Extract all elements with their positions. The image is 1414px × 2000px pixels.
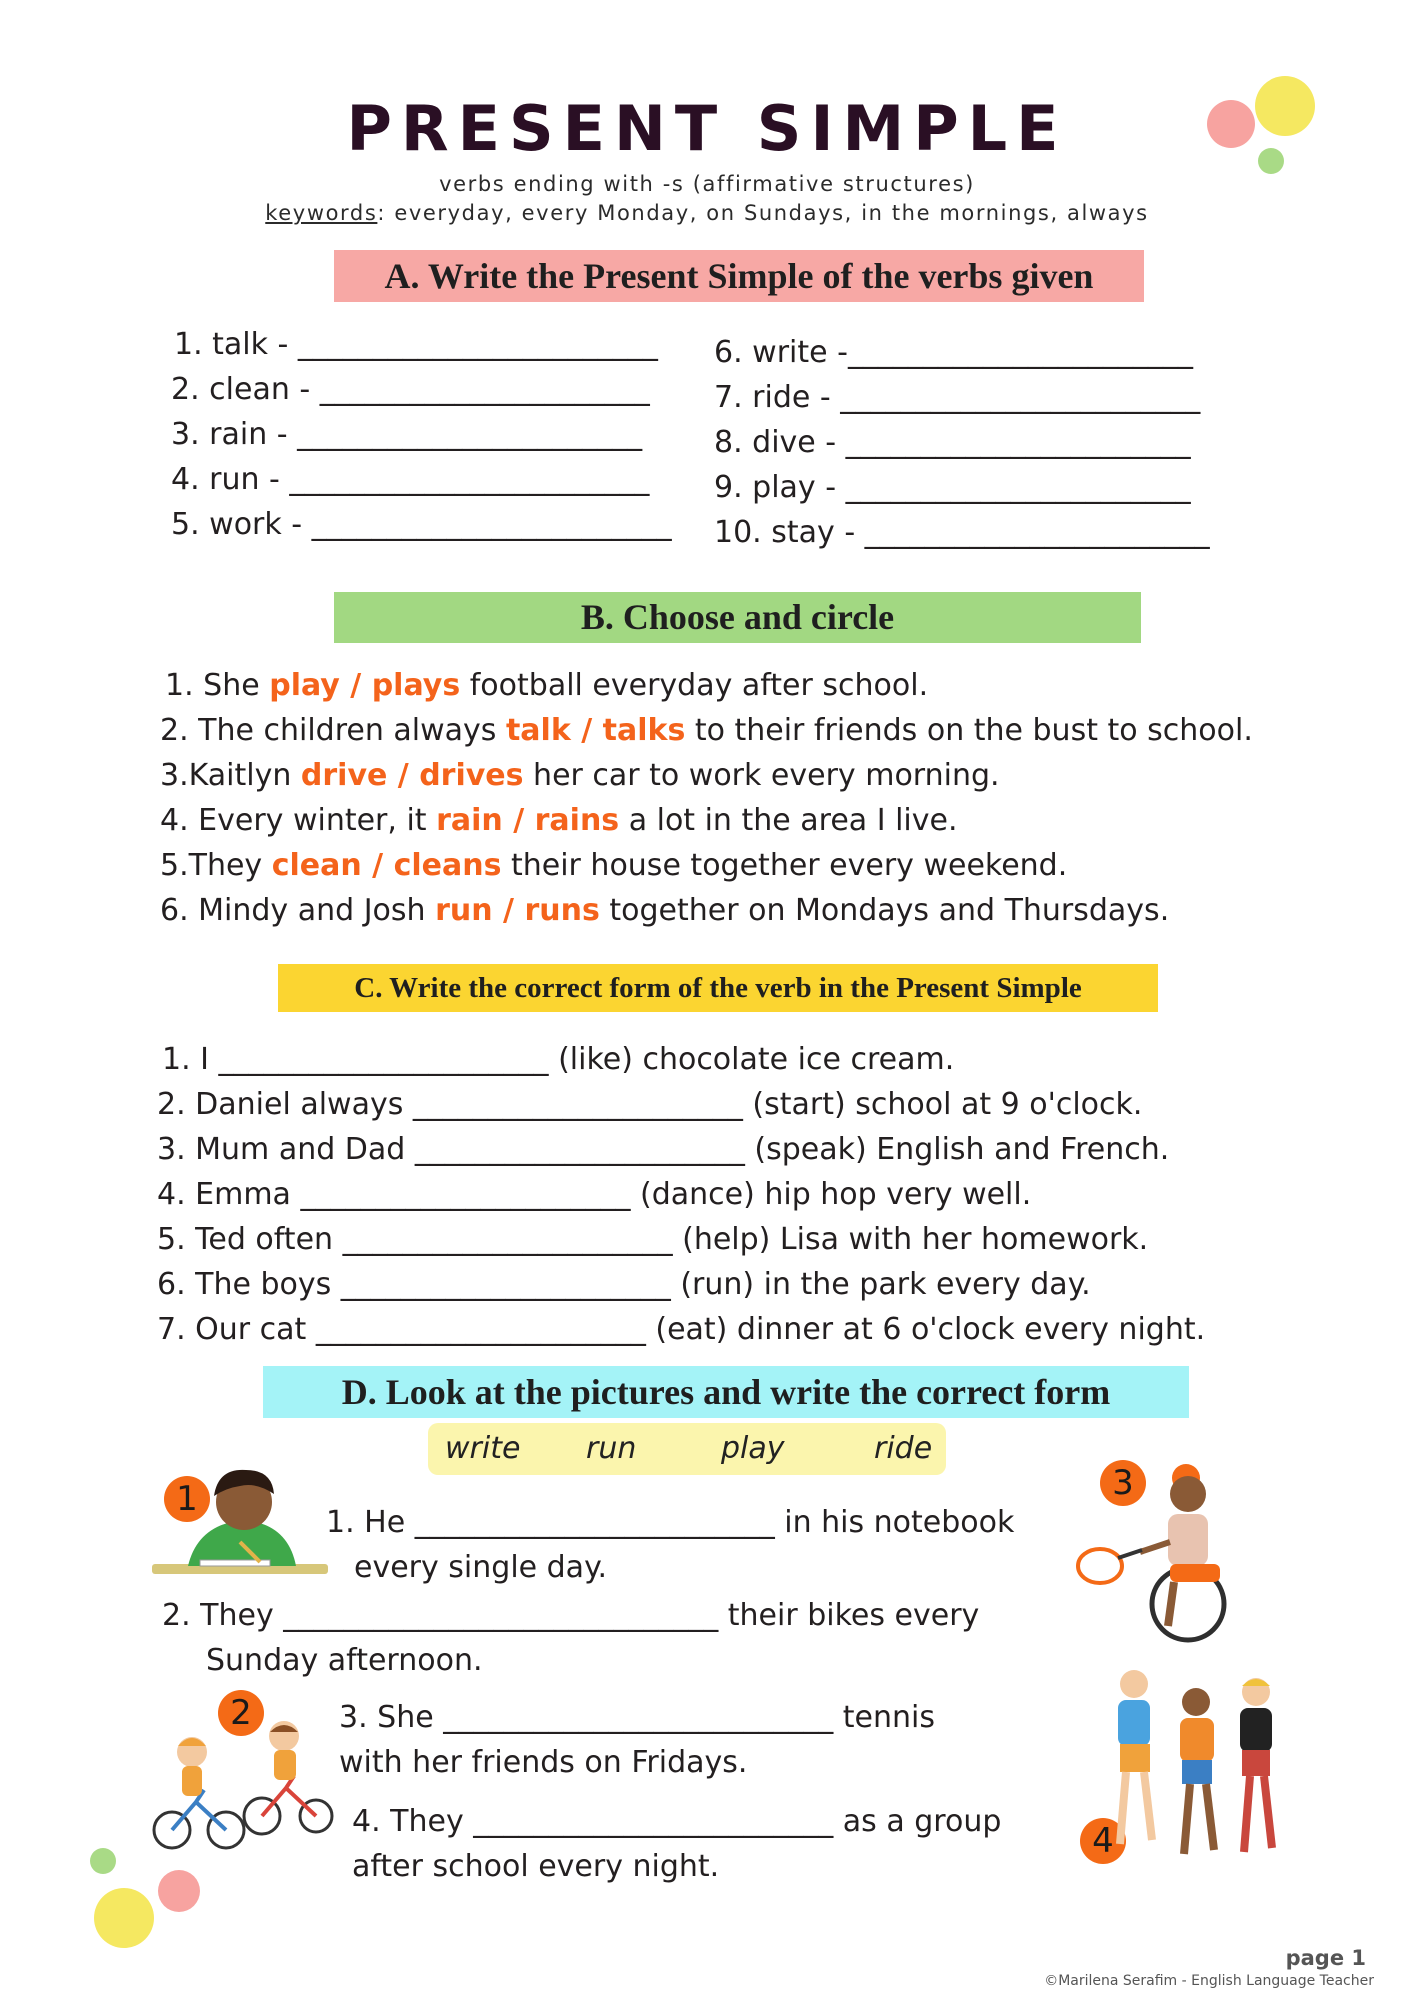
word-bank-word: write [445, 1431, 521, 1466]
boy-writing-illustration [148, 1462, 334, 1580]
section-a-item: 6. write -_______________________ [714, 335, 1193, 370]
keywords-line [0, 201, 1414, 225]
picture-badge-4: 4 [1080, 1818, 1126, 1864]
decor-dot-green-bottom [90, 1848, 116, 1874]
section-c-item: 2. Daniel always ______________________ (start) school at 9 o'clock. [157, 1087, 1143, 1122]
section-b-heading: B. Choose and circle [334, 592, 1141, 643]
picture-badge-3: 3 [1100, 1460, 1146, 1506]
section-c-item: 6. The boys ______________________ (run) in the park every day. [157, 1267, 1091, 1302]
section-a-item: 4. run - ________________________ [171, 462, 650, 497]
runners-illustration [1100, 1664, 1290, 1860]
decor-dot-pink-bottom [158, 1870, 200, 1912]
section-d-item-1-line1: 1. He ________________________ in his notebook [326, 1505, 1015, 1540]
keywords-label: keywords [265, 201, 378, 225]
verb-options[interactable]: clean / cleans [271, 848, 502, 883]
section-d-item-2-line1: 2. They _____________________________ their bikes every [162, 1598, 980, 1633]
word-bank-word: play [721, 1431, 785, 1466]
kids-riding-bikes-illustration [134, 1706, 334, 1850]
page-number: page 1 [1285, 1946, 1366, 1970]
section-a-heading: A. Write the Present Simple of the verbs given [334, 250, 1144, 302]
subtitle: verbs ending with -s (affirmative structures) [439, 172, 975, 196]
section-b-item: 5.They clean / cleans their house together every weekend. [160, 848, 1068, 883]
word-bank-word: run [586, 1431, 637, 1466]
section-a-item: 2. clean - ______________________ [171, 372, 650, 407]
section-a-item: 8. dive - _______________________ [714, 425, 1191, 460]
section-c-item: 4. Emma ______________________ (dance) hip hop very well. [157, 1177, 1032, 1212]
section-a-item: 7. ride - ________________________ [714, 380, 1201, 415]
section-a-item: 10. stay - _______________________ [714, 515, 1210, 550]
section-c-item: 7. Our cat ______________________ (eat) dinner at 6 o'clock every night. [157, 1312, 1206, 1347]
verb-options[interactable]: drive / drives [300, 758, 524, 793]
section-c-item: 5. Ted often ______________________ (help) Lisa with her homework. [157, 1222, 1149, 1257]
tennis-player-illustration [1050, 1458, 1280, 1644]
section-a-item: 3. rain - _______________________ [171, 417, 643, 452]
verb-options[interactable]: run / runs [435, 893, 600, 928]
copyright: ©Marilena Serafim - English Language Teacher [1044, 1973, 1374, 1989]
section-d-item-1-line2: every single day. [354, 1550, 608, 1585]
section-c-item: 3. Mum and Dad ______________________ (speak) English and French. [157, 1132, 1170, 1167]
decor-dot-yellow-bottom [94, 1888, 154, 1948]
picture-badge-1: 1 [164, 1476, 210, 1522]
section-c-heading: C. Write the correct form of the verb in the Present Simple [278, 964, 1158, 1012]
section-d-item-3-line1: 3. She __________________________ tennis [339, 1700, 935, 1735]
section-a-item: 9. play - _______________________ [714, 470, 1191, 505]
section-c-item: 1. I ______________________ (like) chocolate ice cream. [162, 1042, 955, 1077]
section-b-item: 3.Kaitlyn drive / drives her car to work every morning. [160, 758, 1000, 793]
section-b-item: 6. Mindy and Josh run / runs together on Mondays and Thursdays. [160, 893, 1170, 928]
section-d-item-2-line2: Sunday afternoon. [206, 1643, 483, 1678]
section-b-item: 1. She play / plays football everyday after school. [165, 668, 929, 703]
verb-options[interactable]: talk / talks [505, 713, 686, 748]
verb-options[interactable]: rain / rains [436, 803, 620, 838]
word-bank [428, 1423, 946, 1475]
picture-badge-2: 2 [218, 1690, 264, 1736]
section-b-item: 4. Every winter, it rain / rains a lot in the area I live. [160, 803, 958, 838]
section-d-item-4-line1: 4. They ________________________ as a group [352, 1804, 1002, 1839]
word-bank-word: ride [874, 1431, 933, 1466]
section-d-item-3-line2: with her friends on Fridays. [339, 1745, 748, 1780]
section-a-item: 5. work - ________________________ [171, 507, 672, 542]
section-b-item: 2. The children always talk / talks to their friends on the bust to school. [160, 713, 1253, 748]
page-title: PRESENT SIMPLE [346, 92, 1068, 165]
keywords-text: : everyday, every Monday, on Sundays, in the mornings, always [377, 201, 1149, 225]
verb-options[interactable]: play / plays [269, 668, 461, 703]
section-a-item: 1. talk - ________________________ [174, 327, 658, 362]
section-d-heading: D. Look at the pictures and write the correct form [263, 1366, 1189, 1418]
section-d-item-4-line2: after school every night. [352, 1849, 720, 1884]
